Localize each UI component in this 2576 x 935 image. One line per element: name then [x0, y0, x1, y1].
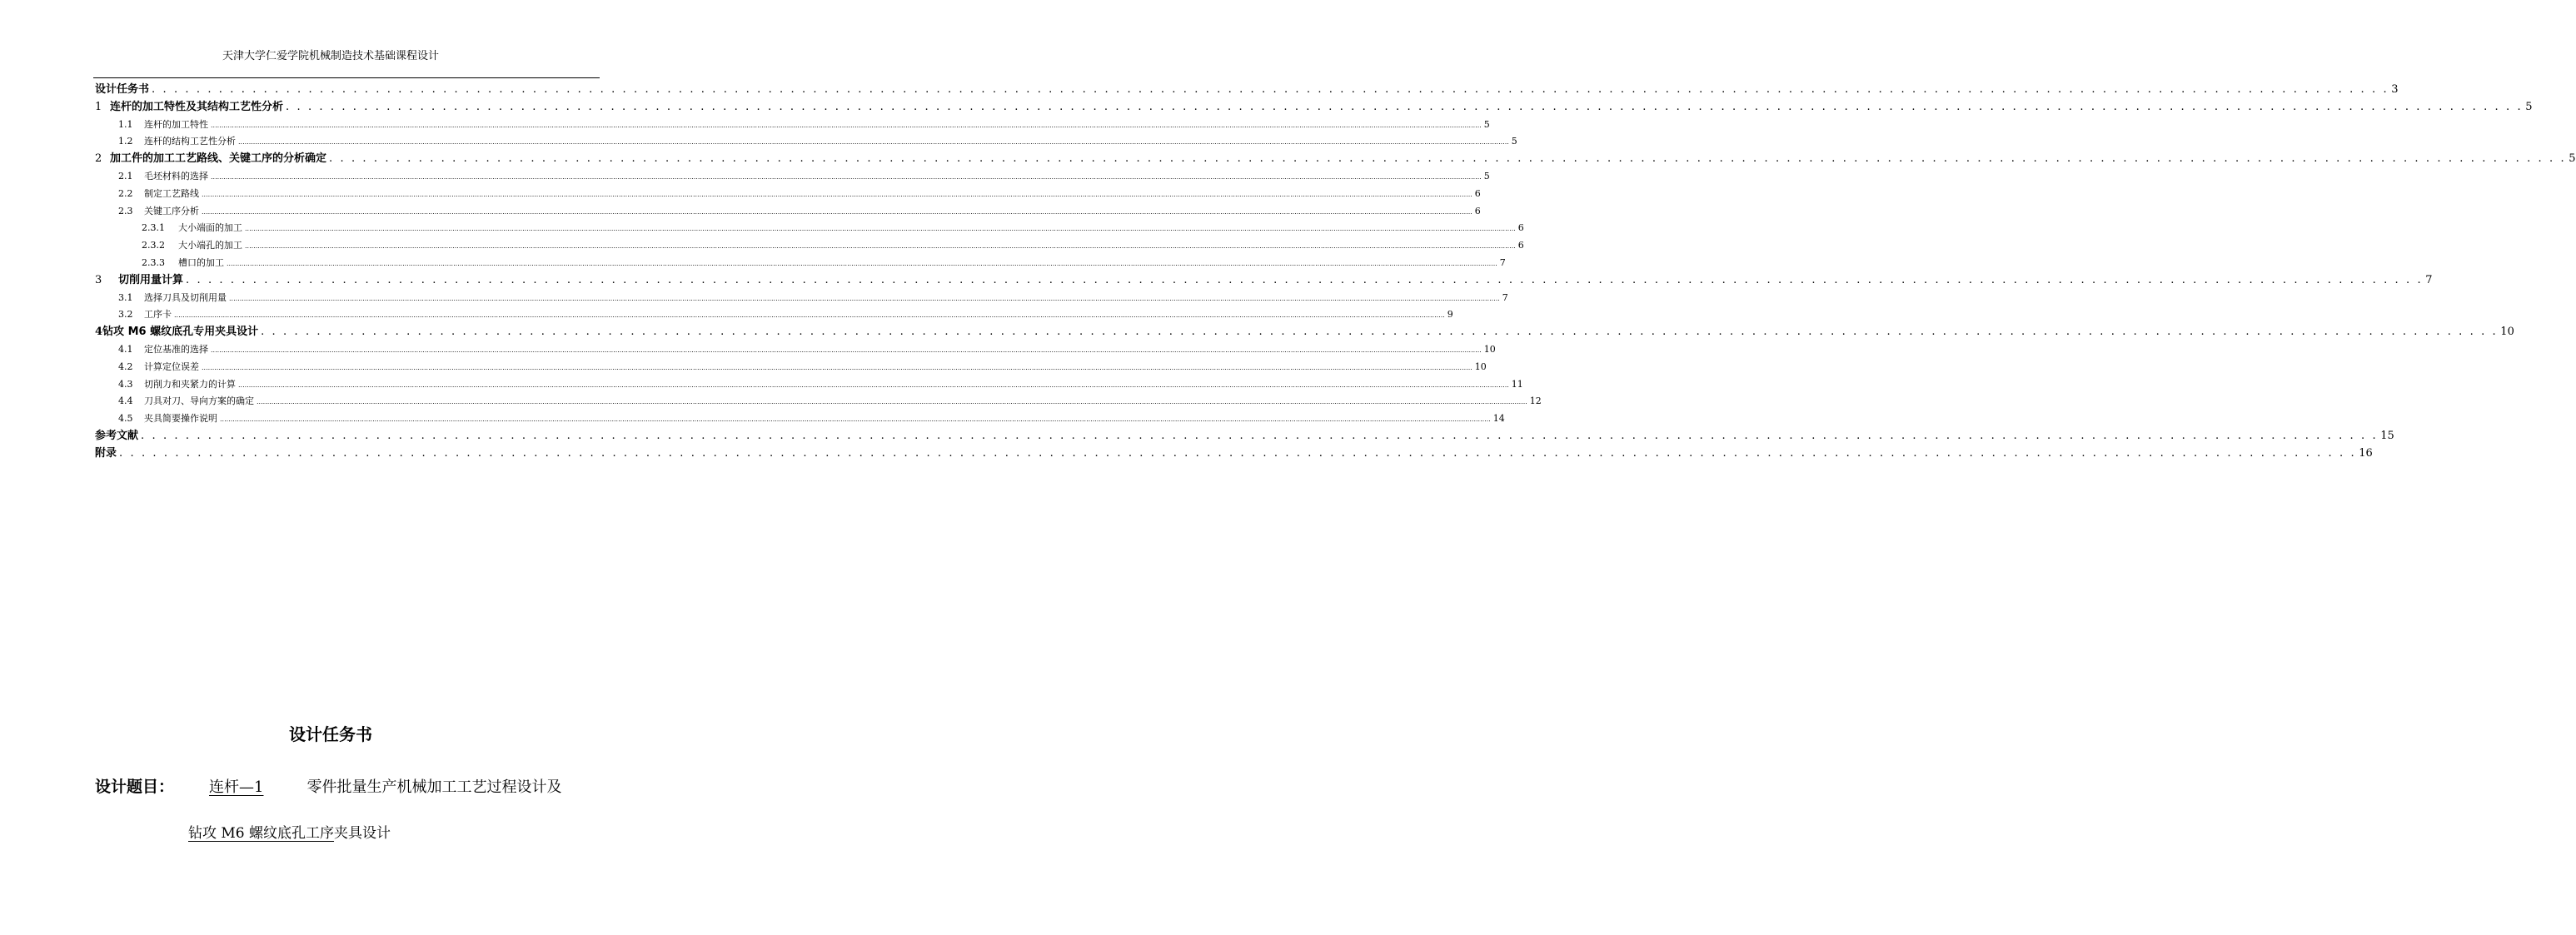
- design-topic-rest: 零件批量生产机械加工工艺过程设计及: [306, 778, 562, 796]
- toc-entry[interactable]: [95, 272, 2433, 290]
- toc-entry-number: 3.2: [118, 309, 133, 321]
- toc-entry[interactable]: [95, 324, 2514, 341]
- design-topic-line2-underlined: 钻攻 M6 螺纹底孔工序: [188, 825, 335, 842]
- toc-entry-title: 计算定位误差: [144, 361, 199, 372]
- toc-entry[interactable]: [95, 220, 1524, 237]
- toc-entry-number: 4.5: [118, 413, 133, 425]
- toc-entry-page: 5: [2569, 152, 2576, 166]
- toc-entry[interactable]: [95, 99, 2533, 117]
- toc-entry[interactable]: [95, 376, 1523, 394]
- table-of-contents: [95, 82, 2576, 463]
- toc-entry-page: 11: [1511, 378, 1523, 390]
- toc-entry[interactable]: [95, 168, 1490, 186]
- toc-leader-dots: ........................................................................................................................................................................................................................................................................................................................................................................................................................................................................................................................................................................................................................: [211, 121, 1482, 129]
- toc-entry[interactable]: [95, 428, 2394, 445]
- toc-entry-label: [95, 272, 183, 290]
- toc-entry-title: 切削用量计算: [118, 273, 184, 286]
- toc-entry-page: 9: [1447, 309, 1453, 321]
- toc-entry-page: 5: [1483, 170, 1490, 182]
- toc-entry-number: 2: [95, 152, 102, 166]
- toc-entry-page: 6: [1517, 222, 1524, 234]
- toc-entry-title: 选择刀具及切削用量: [144, 291, 227, 303]
- toc-entry-page: 15: [2380, 429, 2394, 442]
- toc-entry-label: [95, 445, 117, 463]
- toc-leader-dots: ........................................................................................................................................................................................................................................................................................................................................................................................................................................................................................................................................................................................................................: [202, 190, 1472, 198]
- toc-entry-label: [142, 255, 224, 272]
- toc-entry-page: 6: [1517, 240, 1524, 251]
- toc-entry-label: [95, 99, 283, 117]
- toc-leader-dots: ........................................................................................................................................................................................................................................................................................................................................................................................................................................................................................................................................................................................................................: [174, 311, 1445, 320]
- toc-leader-dots: ........................................................................................................................................................................................................................................................................................................................................................................................................................................................................................................................................................................................................................: [245, 225, 1516, 233]
- toc-entry[interactable]: [95, 290, 1508, 307]
- toc-entry-number: 4.4: [118, 395, 133, 407]
- toc-entry-number: 2.1: [118, 170, 133, 182]
- design-topic-label: 设计题目：: [95, 778, 175, 796]
- toc-entry-label: [95, 151, 326, 168]
- toc-entry-page: 7: [1499, 256, 1506, 268]
- toc-leader-dots: ........................................................................................................................................................................................................................................................................................................................................................................................................................................................................................................................................................................................................................: [220, 415, 1491, 424]
- toc-entry-label: [142, 220, 242, 237]
- toc-leader-dots: ........................................................................................................................................................................................................................................................................................................................................................................................................................................................................................................................................................................................................................: [227, 259, 1497, 267]
- toc-entry-title: 钻攻 M6 螺纹底孔专用夹具设计: [102, 326, 259, 339]
- toc-entry-number: 2.2: [118, 187, 133, 199]
- toc-entry-label: [118, 186, 199, 203]
- toc-entry[interactable]: [95, 186, 1481, 203]
- toc-entry-label: [118, 117, 208, 134]
- toc-entry-number: 1.2: [118, 136, 133, 147]
- toc-entry-page: 10: [2500, 326, 2514, 339]
- toc-entry-label: [118, 290, 227, 307]
- toc-entry-page: 6: [1474, 205, 1481, 216]
- toc-leader-dots: . . . . . . . . . . . . . . . . . . . . . . . . . . . . . . . . . . . . . . . . . . . . . . . . . . . . . . . . . . . . . . . . . . . . . . . . . . . . . . . . . . . . . . . . . . . . . . . . . . . . . . . . . . . . . . . . . . . . . . . . . . . . . . . . . . . . . . . . . . . . . . . . . . . . . . . . . . . . . . . . . . . . . . . . . . . . . . . . . . . . . . . . . . . . . . . . . . . . . . . .: [286, 100, 2524, 113]
- toc-entry-page: 7: [2425, 273, 2433, 286]
- toc-leader-dots: . . . . . . . . . . . . . . . . . . . . . . . . . . . . . . . . . . . . . . . . . . . . . . . . . . . . . . . . . . . . . . . . . . . . . . . . . . . . . . . . . . . . . . . . . . . . . . . . . . . . . . . . . . . . . . . . . . . . . . . . . . . . . . . . . . . . . . . . . . . . . . . . . . . . . . . . . . . . . . . . . . . . . . . . . . . . . . . . . . . . . . . . . . . . . . . . . . . . . . . .: [186, 273, 2424, 286]
- toc-entry-page: 16: [2359, 446, 2373, 460]
- toc-entry-title: 大小端面的加工: [178, 222, 242, 234]
- toc-leader-dots: ........................................................................................................................................................................................................................................................................................................................................................................................................................................................................................................................................................................................................................: [202, 363, 1472, 371]
- toc-entry-title: 加工件的加工工艺路线、关键工序的分析确定: [110, 152, 327, 166]
- toc-leader-dots: . . . . . . . . . . . . . . . . . . . . . . . . . . . . . . . . . . . . . . . . . . . . . . . . . . . . . . . . . . . . . . . . . . . . . . . . . . . . . . . . . . . . . . . . . . . . . . . . . . . . . . . . . . . . . . . . . . . . . . . . . . . . . . . . . . . . . . . . . . . . . . . . . . . . . . . . . . . . . . . . . . . . . . . . . . . . . . . . . . . . . . . . . . . . . . . . . . . . . . . .: [119, 446, 2357, 460]
- toc-leader-dots: ........................................................................................................................................................................................................................................................................................................................................................................................................................................................................................................................................................................................................................: [238, 138, 1509, 147]
- toc-entry-label: [118, 410, 217, 428]
- toc-entry-label: [118, 393, 254, 410]
- toc-entry[interactable]: [95, 445, 2373, 463]
- toc-entry[interactable]: [95, 306, 1453, 324]
- toc-entry-title: 参考文献: [95, 429, 139, 442]
- toc-entry[interactable]: [95, 410, 1505, 428]
- toc-leader-dots: . . . . . . . . . . . . . . . . . . . . . . . . . . . . . . . . . . . . . . . . . . . . . . . . . . . . . . . . . . . . . . . . . . . . . . . . . . . . . . . . . . . . . . . . . . . . . . . . . . . . . . . . . . . . . . . . . . . . . . . . . . . . . . . . . . . . . . . . . . . . . . . . . . . . . . . . . . . . . . . . . . . . . . . . . . . . . . . . . . . . . . . . . . . . . . . . . . . . . . . .: [152, 83, 2389, 96]
- toc-entry[interactable]: [95, 117, 1490, 134]
- toc-leader-dots: ........................................................................................................................................................................................................................................................................................................................................................................................................................................................................................................................................................................................................................: [211, 172, 1482, 181]
- toc-entry-label: [118, 341, 208, 359]
- toc-entry-title: 工序卡: [144, 309, 172, 321]
- toc-entry-page: 3: [2391, 83, 2399, 96]
- toc-entry-title: 连杆的加工特性: [144, 118, 208, 130]
- toc-entry[interactable]: [95, 203, 1481, 221]
- toc-entry-title: 刀具对刀、导向方案的确定: [144, 395, 254, 407]
- toc-entry-label: [95, 82, 149, 99]
- toc-entry-page: 12: [1529, 395, 1542, 407]
- toc-entry-label: [95, 324, 258, 341]
- toc-leader-dots: ........................................................................................................................................................................................................................................................................................................................................................................................................................................................................................................................................................................................................................: [238, 380, 1509, 389]
- toc-entry-title: 夹具简要操作说明: [144, 413, 217, 425]
- toc-leader-dots: . . . . . . . . . . . . . . . . . . . . . . . . . . . . . . . . . . . . . . . . . . . . . . . . . . . . . . . . . . . . . . . . . . . . . . . . . . . . . . . . . . . . . . . . . . . . . . . . . . . . . . . . . . . . . . . . . . . . . . . . . . . . . . . . . . . . . . . . . . . . . . . . . . . . . . . . . . . . . . . . . . . . . . . . . . . . . . . . . . . . . . . . . . . . . . . . . . . . . . . .: [261, 326, 2499, 339]
- toc-entry-number: 2.3.3: [142, 256, 165, 268]
- design-topic-part: 连杆—1: [209, 778, 264, 796]
- toc-leader-dots: ........................................................................................................................................................................................................................................................................................................................................................................................................................................................................................................................................................................................................................: [229, 294, 1500, 302]
- toc-entry-title: 连杆的加工特性及其结构工艺性分析: [110, 100, 284, 113]
- toc-entry-label: [118, 306, 172, 324]
- toc-entry-label: [95, 428, 138, 445]
- toc-entry[interactable]: [95, 237, 1524, 255]
- toc-leader-dots: . . . . . . . . . . . . . . . . . . . . . . . . . . . . . . . . . . . . . . . . . . . . . . . . . . . . . . . . . . . . . . . . . . . . . . . . . . . . . . . . . . . . . . . . . . . . . . . . . . . . . . . . . . . . . . . . . . . . . . . . . . . . . . . . . . . . . . . . . . . . . . . . . . . . . . . . . . . . . . . . . . . . . . . . . . . . . . . . . . . . . . . . . . . . . . . . . . . . . . . .: [141, 429, 2379, 442]
- toc-entry[interactable]: [95, 341, 1496, 359]
- toc-entry-number: 4.3: [118, 378, 133, 390]
- design-topic-line2-rest: 夹具设计: [334, 825, 391, 842]
- header-rule: [93, 77, 600, 78]
- toc-entry-title: 大小端孔的加工: [178, 240, 242, 251]
- design-topic-line: [95, 774, 561, 797]
- toc-entry-label: [142, 237, 242, 255]
- toc-entry-label: [118, 359, 199, 376]
- toc-entry[interactable]: [95, 393, 1542, 410]
- toc-entry[interactable]: [95, 255, 1506, 272]
- toc-entry-page: 7: [1502, 291, 1508, 303]
- toc-entry-title: 毛坯材料的选择: [144, 170, 208, 182]
- toc-entry[interactable]: [95, 359, 1487, 376]
- toc-leader-dots: ........................................................................................................................................................................................................................................................................................................................................................................................................................................................................................................................................................................................................................: [245, 242, 1516, 251]
- toc-entry[interactable]: [95, 133, 1517, 151]
- toc-entry-number: 2.3: [118, 205, 133, 216]
- page-header: 天津大学仁爱学院机械制造技术基础课程设计: [222, 50, 439, 62]
- toc-entry-title: 连杆的结构工艺性分析: [144, 136, 236, 147]
- toc-leader-dots: ........................................................................................................................................................................................................................................................................................................................................................................................................................................................................................................................................................................................................................: [202, 207, 1472, 216]
- toc-entry-page: 6: [1474, 187, 1481, 199]
- toc-entry-number: 1.1: [118, 118, 133, 130]
- toc-entry-title: 制定工艺路线: [144, 187, 199, 199]
- toc-leader-dots: . . . . . . . . . . . . . . . . . . . . . . . . . . . . . . . . . . . . . . . . . . . . . . . . . . . . . . . . . . . . . . . . . . . . . . . . . . . . . . . . . . . . . . . . . . . . . . . . . . . . . . . . . . . . . . . . . . . . . . . . . . . . . . . . . . . . . . . . . . . . . . . . . . . . . . . . . . . . . . . . . . . . . . . . . . . . . . . . . . . . . . . . . . . . . . . . . . . . . . . .: [329, 152, 2567, 166]
- toc-entry-title: 设计任务书: [95, 83, 150, 96]
- toc-entry-page: 5: [1483, 118, 1490, 130]
- toc-entry-label: [118, 133, 236, 151]
- toc-entry-page: 14: [1492, 413, 1505, 425]
- toc-entry-title: 切削力和夹紧力的计算: [144, 378, 236, 390]
- toc-entry-title: 关键工序分析: [144, 205, 199, 216]
- toc-entry-number: 1: [95, 100, 102, 113]
- design-topic-line2: [182, 821, 391, 842]
- toc-entry[interactable]: [95, 82, 2399, 99]
- toc-leader-dots: ........................................................................................................................................................................................................................................................................................................................................................................................................................................................................................................................................................................................................................: [257, 398, 1527, 406]
- toc-entry-page: 5: [1511, 136, 1517, 147]
- toc-entry-label: [118, 376, 236, 394]
- task-title: 设计任务书: [289, 724, 372, 744]
- toc-entry-number: 2.3.2: [142, 240, 165, 251]
- toc-entry-page: 10: [1474, 361, 1487, 372]
- toc-entry-page: 5: [2525, 100, 2533, 113]
- toc-entry-number: 3.1: [118, 291, 133, 303]
- toc-entry-number: 3: [95, 273, 102, 286]
- toc-entry-number: 4.2: [118, 361, 133, 372]
- toc-entry-title: 附录: [95, 446, 117, 460]
- toc-entry-label: [118, 203, 199, 221]
- toc-entry-page: 10: [1483, 343, 1496, 355]
- toc-entry-title: 槽口的加工: [178, 256, 224, 268]
- toc-entry-number: 2.3.1: [142, 222, 165, 234]
- toc-entry-label: [118, 168, 208, 186]
- toc-entry[interactable]: [95, 151, 2576, 168]
- toc-entry-number: 4.1: [118, 343, 133, 355]
- toc-leader-dots: ........................................................................................................................................................................................................................................................................................................................................................................................................................................................................................................................................................................................................................: [211, 346, 1482, 354]
- toc-entry-number: 4: [95, 326, 103, 339]
- toc-entry-title: 定位基准的选择: [144, 343, 208, 355]
